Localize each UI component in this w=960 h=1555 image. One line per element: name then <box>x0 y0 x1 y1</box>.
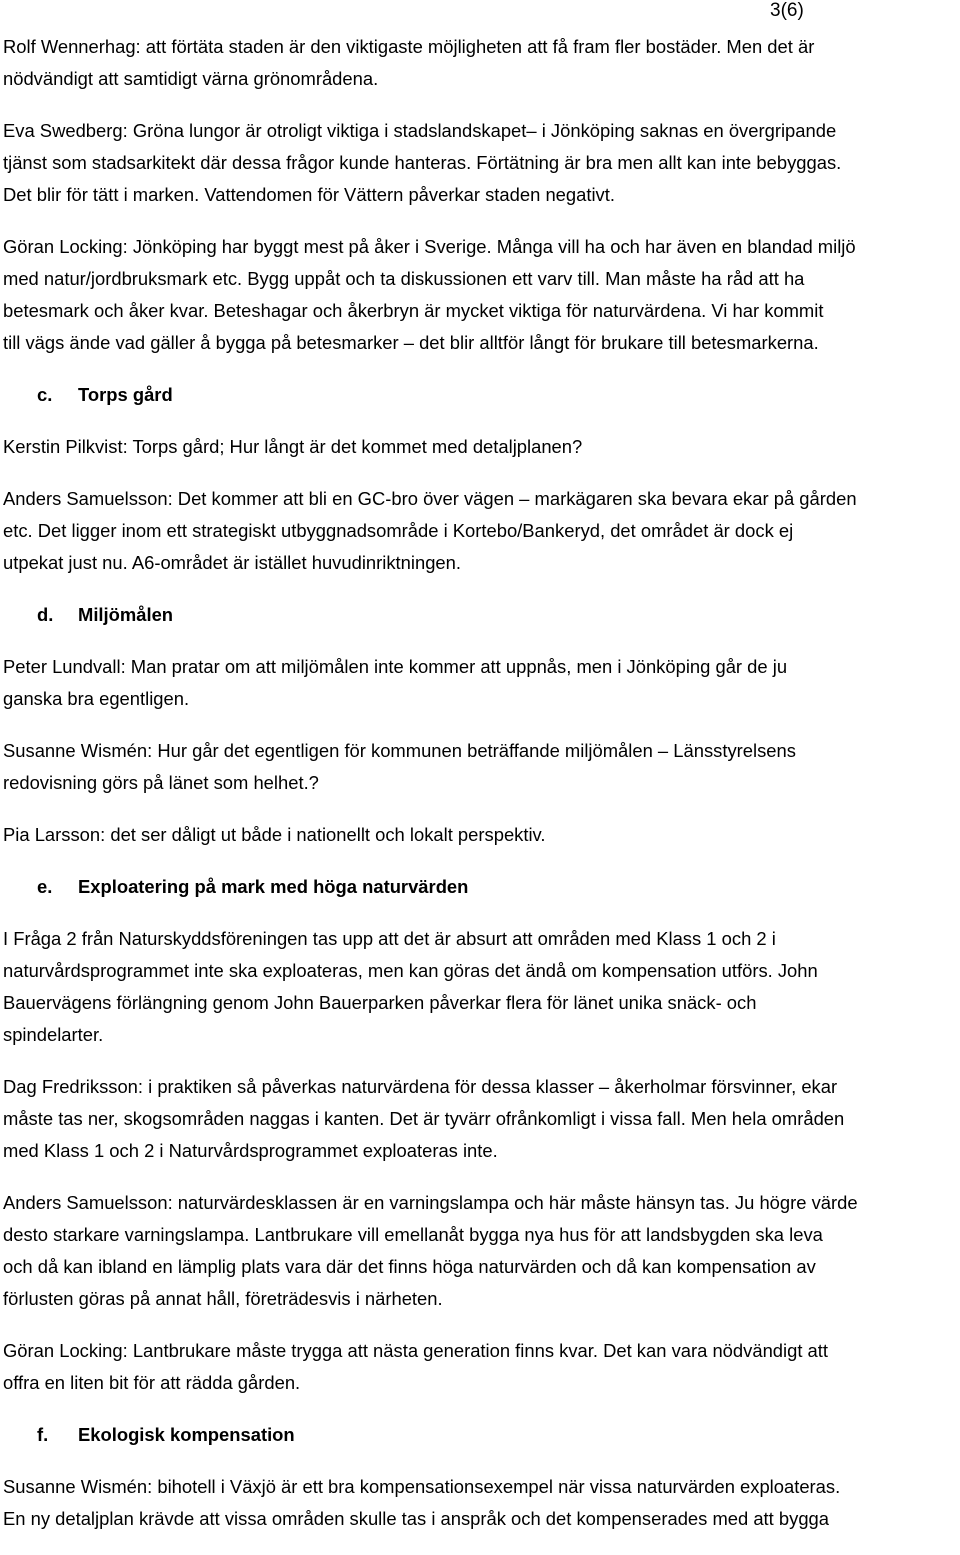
paragraph <box>3 735 958 799</box>
page-number: 3(6) <box>770 0 804 21</box>
paragraph-line: spindelarter. <box>3 1024 104 1045</box>
paragraph-line: Susanne Wismén: bihotell i Växjö är ett bra kompensationsexempel när vissa naturvärden exploateras. <box>3 1476 841 1497</box>
paragraph-line: desto starkare varningslampa. Lantbrukare vill emellanåt bygga nya hus för att landsbygden ska leva <box>3 1224 823 1245</box>
paragraph-line: och då kan ibland en lämplig plats vara där det finns höga naturvärden och då kan kompensation av <box>3 1256 816 1277</box>
section-title: Miljömålen <box>78 604 174 625</box>
paragraph-line: med natur/jordbruksmark etc. Bygg uppåt och ta diskussionen ett varv till. Man måste ha råd att ha <box>3 268 805 289</box>
paragraph-line: Anders Samuelsson: Det kommer att bli en GC-bro över vägen – markägaren ska bevara ekar på gården <box>3 488 857 509</box>
section-heading <box>3 379 958 411</box>
paragraph-line: Bauervägens förlängning genom John Bauerparken påverkar flera för länet unika snäck- och <box>3 992 757 1013</box>
paragraph-line: Göran Locking: Lantbrukare måste trygga att nästa generation finns kvar. Det kan vara nödvändigt att <box>3 1340 829 1361</box>
section-heading <box>3 1419 958 1451</box>
paragraph-line: ganska bra egentligen. <box>3 688 190 709</box>
section-title: Ekologisk kompensation <box>78 1424 295 1445</box>
paragraph-line: Pia Larsson: det ser dåligt ut både i nationellt och lokalt perspektiv. <box>3 824 546 845</box>
paragraph-line: I Fråga 2 från Naturskyddsföreningen tas upp att det är absurt att områden med Klass 1 och 2 i <box>3 928 776 949</box>
paragraph-line: till vägs ände vad gäller å bygga på betesmarker – det blir alltför långt för brukare till betesmarkerna. <box>3 332 819 353</box>
paragraph-line: naturvårdsprogrammet inte ska exploateras, men kan göras det ändå om kompensation utförs. John <box>3 960 818 981</box>
section-title: Exploatering på mark med höga naturvärden <box>78 876 469 897</box>
paragraph <box>3 1471 958 1535</box>
paragraph-line: En ny detaljplan krävde att vissa områden skulle tas i anspråk och det kompenserades med att bygga <box>3 1508 829 1529</box>
paragraph-line: redovisning görs på länet som helhet.? <box>3 772 319 793</box>
paragraph-line: utpekat just nu. A6-området är istället huvudinriktningen. <box>3 552 461 573</box>
paragraph-line: etc. Det ligger inom ett strategiskt utbyggnadsområde i Kortebo/Bankeryd, det området är dock ej <box>3 520 794 541</box>
paragraph-line: Eva Swedberg: Gröna lungor är otroligt viktiga i stadslandskapet– i Jönköping saknas en övergripande <box>3 120 837 141</box>
paragraph <box>3 31 958 95</box>
paragraph-line: Rolf Wennerhag: att förtäta staden är den viktigaste möjligheten att få fram fler bostäder. Men det är <box>3 36 815 57</box>
paragraph-line: Anders Samuelsson: naturvärdesklassen är en varningslampa och här måste hänsyn tas. Ju högre värde <box>3 1192 858 1213</box>
paragraph-line: med Klass 1 och 2 i Naturvårdsprogrammet exploateras inte. <box>3 1140 498 1161</box>
paragraph-line: betesmark och åker kvar. Beteshagar och åkerbryn är mycket viktiga för naturvärdena. Vi har kommit <box>3 300 824 321</box>
section-letter: f. <box>37 1424 49 1445</box>
section-letter: e. <box>37 876 53 897</box>
section-title: Torps gård <box>78 384 173 405</box>
paragraph-line: Susanne Wismén: Hur går det egentligen för kommunen beträffande miljömålen – Länsstyrelsens <box>3 740 796 761</box>
section-heading <box>3 871 958 903</box>
paragraph-line: måste tas ner, skogsområden naggas i kanten. Det är tyvärr ofrånkomligt i vissa fall. Men hela områden <box>3 1108 845 1129</box>
paragraph <box>3 651 958 715</box>
paragraph-line: Göran Locking: Jönköping har byggt mest på åker i Sverige. Många vill ha och har även en blandad miljö <box>3 236 856 257</box>
paragraph <box>3 923 958 1051</box>
section-letter: d. <box>37 604 54 625</box>
paragraph-line: förlusten göras på annat håll, företrädesvis i närheten. <box>3 1288 443 1309</box>
document-body <box>3 31 958 1555</box>
paragraph <box>3 115 958 211</box>
paragraph <box>3 483 958 579</box>
paragraph <box>3 431 958 463</box>
paragraph <box>3 1187 958 1315</box>
paragraph-line: nödvändigt att samtidigt värna grönområdena. <box>3 68 379 89</box>
paragraph <box>3 231 958 359</box>
paragraph-line: Det blir för tätt i marken. Vattendomen för Vättern påverkar staden negativt. <box>3 184 615 205</box>
paragraph <box>3 819 958 851</box>
paragraph-line: Dag Fredriksson: i praktiken så påverkas naturvärdena för dessa klasser – åkerholmar försvinner, ekar <box>3 1076 838 1097</box>
paragraph-line: offra en liten bit för att rädda gården. <box>3 1372 301 1393</box>
paragraph-line: tjänst som stadsarkitekt där dessa frågor kunde hanteras. Förtätning är bra men allt kan inte bebyggas. <box>3 152 842 173</box>
paragraph <box>3 1071 958 1167</box>
paragraph <box>3 1335 958 1399</box>
paragraph-line: Peter Lundvall: Man pratar om att miljömålen inte kommer att uppnås, men i Jönköping går de ju <box>3 656 788 677</box>
section-letter: c. <box>37 384 53 405</box>
section-heading <box>3 599 958 631</box>
paragraph-line: Kerstin Pilkvist: Torps gård; Hur långt är det kommet med detaljplanen? <box>3 436 583 457</box>
